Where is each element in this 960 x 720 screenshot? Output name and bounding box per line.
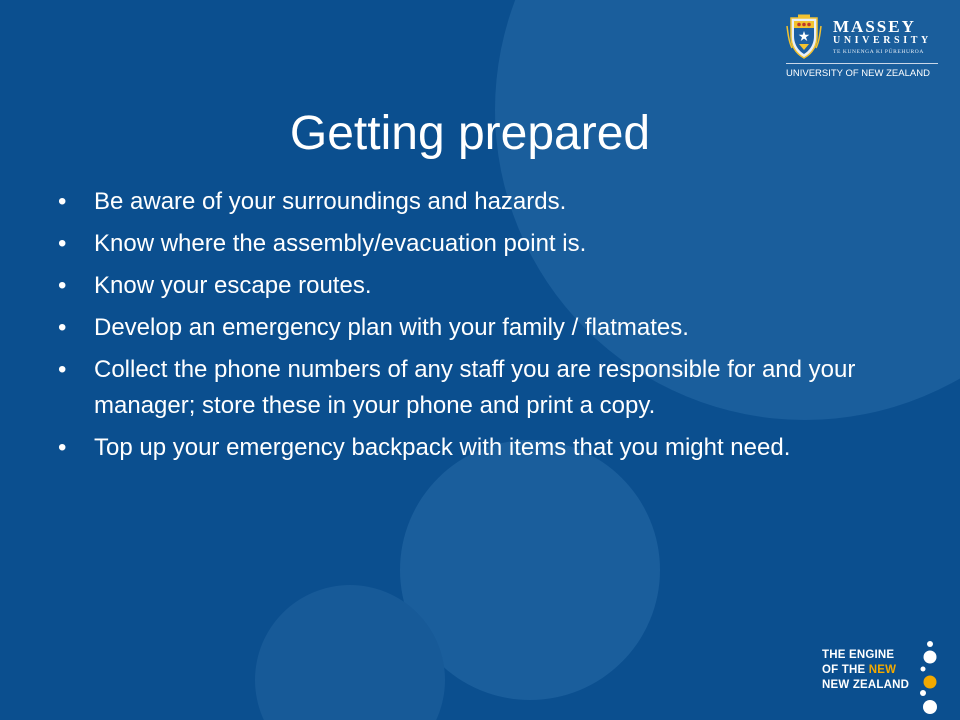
bullet-dot-icon: • — [58, 188, 67, 215]
slide-title: Getting prepared — [289, 107, 651, 160]
engine-line-2 — [822, 664, 896, 677]
engine-line-2-accent: NEW — [868, 664, 897, 676]
bullet-item — [58, 352, 878, 424]
bullet-text: Develop an emergency plan with your family / flatmates. — [94, 314, 689, 341]
bullet-dot-icon: • — [58, 230, 67, 257]
engine-line-3: NEW ZEALAND — [822, 679, 910, 691]
bullet-item — [58, 310, 878, 346]
engine-line-2-prefix: OF THE — [822, 664, 866, 676]
logo-name: MASSEY — [833, 17, 916, 36]
engine-line-1: THE ENGINE — [822, 649, 895, 661]
university-crest-icon — [786, 14, 822, 60]
dots-icon — [918, 640, 948, 715]
bullet-text: Know where the assembly/evacuation point is. — [94, 230, 587, 257]
bullet-text: Collect the phone numbers of any staff you are responsible for and your manager; store these in your phone and print a copy. — [94, 356, 856, 419]
logo-divider — [786, 63, 938, 64]
bullet-item — [58, 226, 878, 262]
bullet-text: Be aware of your surroundings and hazards. — [94, 188, 567, 215]
bullet-dot-icon: • — [58, 272, 67, 299]
engine-of-new-zealand-logo — [822, 640, 952, 715]
bullet-text: Top up your emergency backpack with items that you might need. — [94, 434, 791, 461]
logo-tagline: UNIVERSITY OF NEW ZEALAND — [786, 68, 930, 79]
logo-university: UNIVERSITY — [833, 35, 932, 46]
bullet-dot-icon: • — [58, 314, 67, 341]
massey-university-logo — [782, 10, 942, 84]
bullet-text: Know your escape routes. — [94, 272, 372, 299]
bullet-dot-icon: • — [58, 434, 67, 461]
bullet-list — [58, 184, 878, 472]
bullet-item — [58, 268, 878, 304]
bullet-item — [58, 184, 878, 220]
bullet-item — [58, 430, 878, 466]
bullet-dot-icon: • — [58, 356, 67, 383]
logo-maori-name: TE KUNENGA KI PŪREHUROA — [833, 49, 924, 55]
